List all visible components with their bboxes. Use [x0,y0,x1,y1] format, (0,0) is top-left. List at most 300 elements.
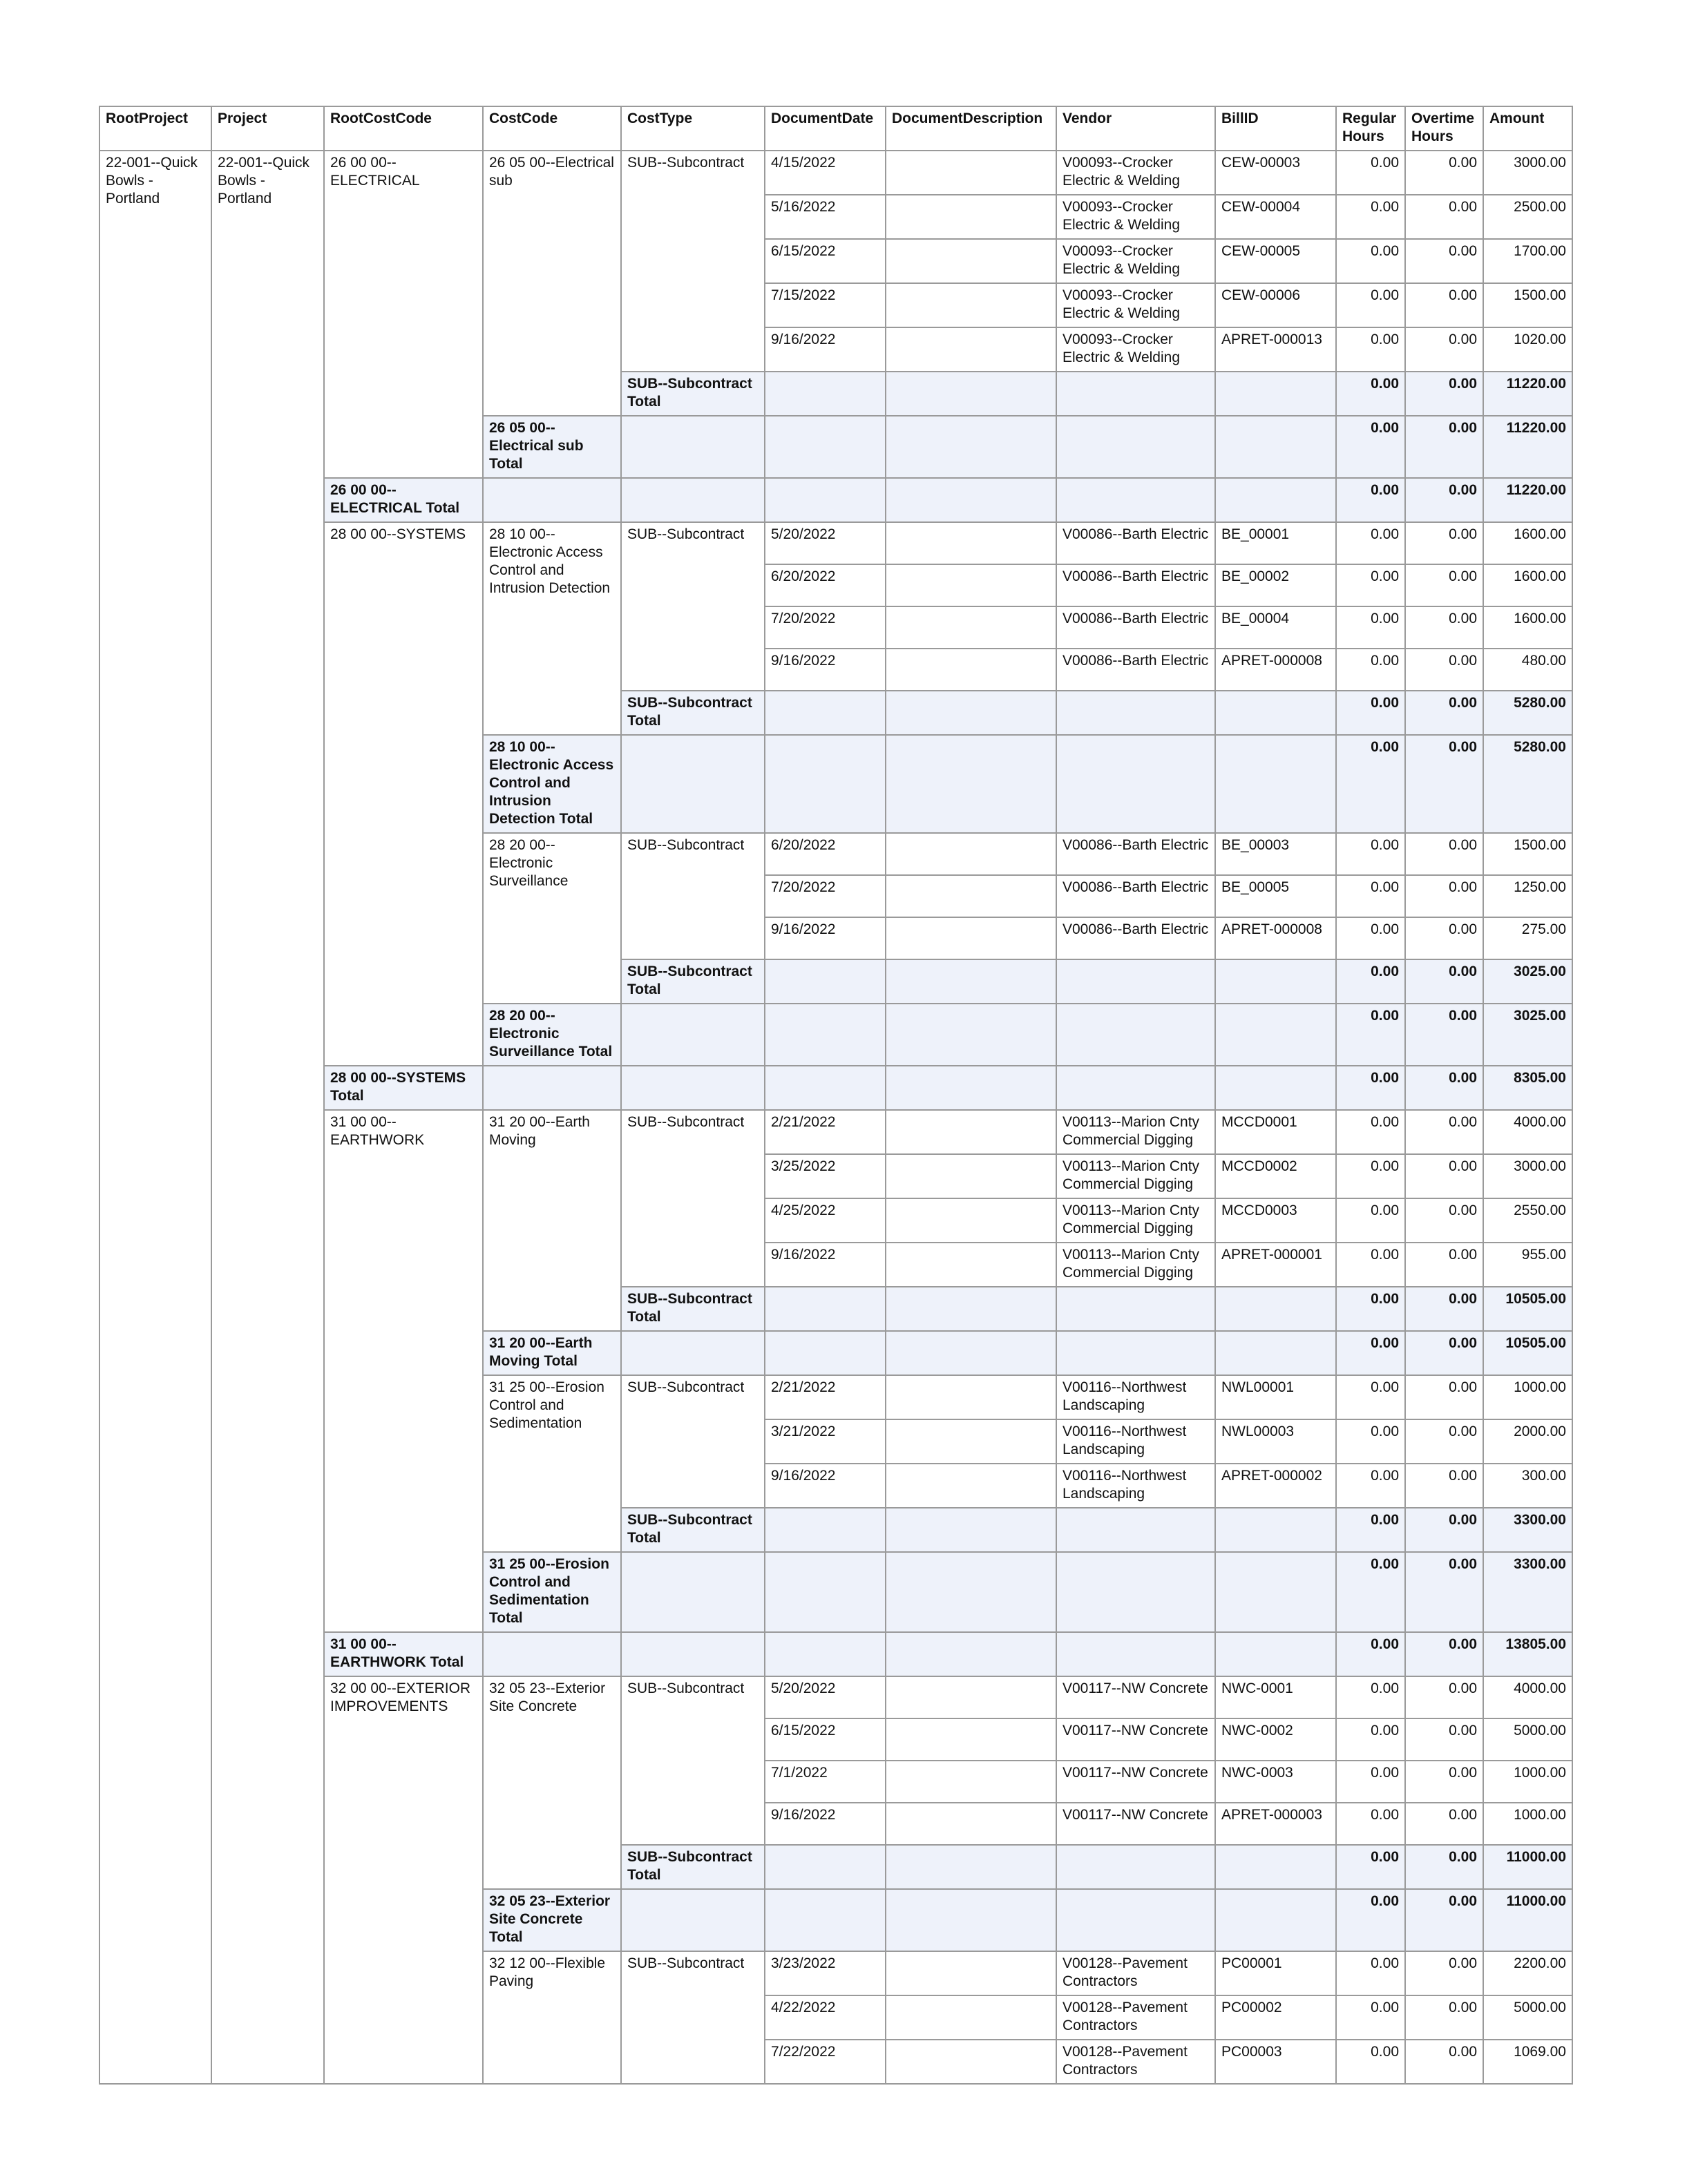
root-cost-code-total-label: 28 00 00--SYSTEMS Total [324,1066,483,1110]
bill-id-cell: PC00001 [1215,1951,1336,1995]
empty-cell [1215,1004,1336,1066]
amount-cell: 1700.00 [1483,239,1572,283]
empty-cell [1056,1508,1215,1552]
empty-cell [1056,735,1215,833]
overtime-hours-cell: 0.00 [1405,917,1483,959]
empty-cell [621,1889,765,1951]
table-row [99,151,1572,195]
bill-id-cell: CEW-00003 [1215,151,1336,195]
regular-hours-cell: 0.00 [1336,833,1405,875]
empty-cell [1056,416,1215,478]
amount-cell: 300.00 [1483,1464,1572,1508]
amount-cell: 5000.00 [1483,1718,1572,1761]
empty-cell [765,478,886,522]
bill-id-cell: APRET-000001 [1215,1243,1336,1287]
empty-cell [1056,1331,1215,1375]
cost-type-total-label: SUB--Subcontract Total [621,959,765,1004]
overtime-hours-cell: 0.00 [1405,606,1483,649]
amount-cell: 1020.00 [1483,327,1572,372]
empty-cell [765,959,886,1004]
empty-cell [621,1632,765,1676]
vendor-cell: V00113--Marion Cnty Commercial Digging [1056,1198,1215,1243]
amount-total: 3025.00 [1483,1004,1572,1066]
cost-type-cell: SUB--Subcontract [621,1110,765,1287]
regular-hours-cell: 0.00 [1336,1995,1405,2040]
empty-cell [1215,1845,1336,1889]
amount-total: 3300.00 [1483,1508,1572,1552]
bill-id-cell: APRET-000003 [1215,1803,1336,1845]
document-description-cell [886,1375,1056,1419]
vendor-cell: V00113--Marion Cnty Commercial Digging [1056,1243,1215,1287]
overtime-hours-cell: 0.00 [1405,875,1483,917]
regular-hours-total: 0.00 [1336,478,1405,522]
document-date-cell: 7/1/2022 [765,1761,886,1803]
regular-hours-cell: 0.00 [1336,151,1405,195]
header-row [99,106,1572,151]
vendor-cell: V00117--NW Concrete [1056,1676,1215,1718]
regular-hours-cell: 0.00 [1336,1154,1405,1198]
root-cost-code-cell: 32 00 00--EXTERIOR IMPROVEMENTS [324,1676,483,2084]
amount-total: 11000.00 [1483,1845,1572,1889]
overtime-hours-cell: 0.00 [1405,1198,1483,1243]
document-description-cell [886,1676,1056,1718]
empty-cell [1056,691,1215,735]
overtime-hours-total: 0.00 [1405,1066,1483,1110]
overtime-hours-cell: 0.00 [1405,151,1483,195]
document-date-cell: 3/23/2022 [765,1951,886,1995]
document-date-cell: 9/16/2022 [765,1803,886,1845]
report-body [99,151,1572,2084]
vendor-cell: V00086--Barth Electric [1056,833,1215,875]
bill-id-cell: BE_00003 [1215,833,1336,875]
amount-cell: 1250.00 [1483,875,1572,917]
cost-code-total-label: 26 05 00--Electrical sub Total [483,416,621,478]
amount-cell: 1600.00 [1483,564,1572,606]
overtime-hours-total: 0.00 [1405,1287,1483,1331]
vendor-cell: V00128--Pavement Contractors [1056,1995,1215,2040]
document-date-cell: 9/16/2022 [765,917,886,959]
cost-code-total-label: 28 20 00--Electronic Surveillance Total [483,1004,621,1066]
empty-cell [621,416,765,478]
overtime-hours-total: 0.00 [1405,959,1483,1004]
amount-cell: 5000.00 [1483,1995,1572,2040]
document-date-cell: 6/20/2022 [765,564,886,606]
overtime-hours-total: 0.00 [1405,1552,1483,1632]
root-cost-code-cell: 28 00 00--SYSTEMS [324,522,483,1066]
overtime-hours-total: 0.00 [1405,416,1483,478]
document-description-cell [886,2040,1056,2084]
overtime-hours-total: 0.00 [1405,1508,1483,1552]
empty-cell [886,735,1056,833]
vendor-cell: V00113--Marion Cnty Commercial Digging [1056,1154,1215,1198]
bill-id-cell: NWL00001 [1215,1375,1336,1419]
document-date-cell: 9/16/2022 [765,1243,886,1287]
document-date-cell: 6/20/2022 [765,833,886,875]
regular-hours-total: 0.00 [1336,1552,1405,1632]
cost-code-cell: 28 20 00--Electronic Surveillance [483,833,621,1004]
document-date-cell: 9/16/2022 [765,1464,886,1508]
cost-type-total-label: SUB--Subcontract Total [621,1508,765,1552]
document-description-cell [886,151,1056,195]
document-description-cell [886,283,1056,327]
regular-hours-cell: 0.00 [1336,1243,1405,1287]
vendor-cell: V00086--Barth Electric [1056,917,1215,959]
amount-cell: 955.00 [1483,1243,1572,1287]
document-description-cell [886,1718,1056,1761]
document-date-cell: 5/20/2022 [765,522,886,564]
vendor-cell: V00116--Northwest Landscaping [1056,1464,1215,1508]
amount-cell: 1000.00 [1483,1803,1572,1845]
regular-hours-cell: 0.00 [1336,606,1405,649]
regular-hours-total: 0.00 [1336,372,1405,416]
overtime-hours-cell: 0.00 [1405,1243,1483,1287]
overtime-hours-cell: 0.00 [1405,1761,1483,1803]
empty-cell [483,1632,621,1676]
vendor-cell: V00093--Crocker Electric & Welding [1056,239,1215,283]
bill-id-cell: CEW-00006 [1215,283,1336,327]
vendor-cell: V00086--Barth Electric [1056,564,1215,606]
document-date-cell: 2/21/2022 [765,1375,886,1419]
regular-hours-total: 0.00 [1336,1508,1405,1552]
regular-hours-cell: 0.00 [1336,1419,1405,1464]
bill-id-cell: NWC-0002 [1215,1718,1336,1761]
amount-cell: 1500.00 [1483,283,1572,327]
empty-cell [1215,1331,1336,1375]
empty-cell [765,1508,886,1552]
bill-id-cell: APRET-000008 [1215,649,1336,691]
empty-cell [886,1066,1056,1110]
document-date-cell: 4/15/2022 [765,151,886,195]
empty-cell [1215,735,1336,833]
cost-type-total-label: SUB--Subcontract Total [621,1287,765,1331]
overtime-hours-cell: 0.00 [1405,1951,1483,1995]
amount-cell: 3000.00 [1483,151,1572,195]
root-project-cell: 22-001--Quick Bowls - Portland [99,151,211,2084]
regular-hours-cell: 0.00 [1336,239,1405,283]
document-description-cell [886,1803,1056,1845]
empty-cell [1215,691,1336,735]
empty-cell [1056,1066,1215,1110]
bill-id-cell: BE_00002 [1215,564,1336,606]
header-root-project: RootProject [99,106,211,151]
vendor-cell: V00128--Pavement Contractors [1056,2040,1215,2084]
amount-total: 5280.00 [1483,691,1572,735]
cost-type-cell: SUB--Subcontract [621,522,765,691]
overtime-hours-total: 0.00 [1405,372,1483,416]
document-description-cell [886,1995,1056,2040]
bill-id-cell: BE_00001 [1215,522,1336,564]
vendor-cell: V00086--Barth Electric [1056,649,1215,691]
amount-total: 11000.00 [1483,1889,1572,1951]
regular-hours-total: 0.00 [1336,1632,1405,1676]
amount-total: 13805.00 [1483,1632,1572,1676]
bill-id-cell: BE_00004 [1215,606,1336,649]
document-description-cell [886,195,1056,239]
document-description-cell [886,649,1056,691]
empty-cell [765,1287,886,1331]
document-date-cell: 4/25/2022 [765,1198,886,1243]
amount-cell: 2500.00 [1483,195,1572,239]
regular-hours-total: 0.00 [1336,1331,1405,1375]
bill-id-cell: NWC-0001 [1215,1676,1336,1718]
document-description-cell [886,875,1056,917]
cost-code-total-label: 31 20 00--Earth Moving Total [483,1331,621,1375]
regular-hours-total: 0.00 [1336,1845,1405,1889]
overtime-hours-cell: 0.00 [1405,1995,1483,2040]
overtime-hours-total: 0.00 [1405,1845,1483,1889]
root-cost-code-cell: 31 00 00--EARTHWORK [324,1110,483,1632]
header-amount: Amount [1483,106,1572,151]
overtime-hours-cell: 0.00 [1405,1419,1483,1464]
amount-cell: 1069.00 [1483,2040,1572,2084]
cost-type-cell: SUB--Subcontract [621,833,765,959]
empty-cell [765,1331,886,1375]
empty-cell [1056,372,1215,416]
amount-total: 5280.00 [1483,735,1572,833]
overtime-hours-total: 0.00 [1405,1632,1483,1676]
empty-cell [1215,959,1336,1004]
regular-hours-cell: 0.00 [1336,522,1405,564]
document-description-cell [886,239,1056,283]
bill-id-cell: PC00002 [1215,1995,1336,2040]
document-date-cell: 9/16/2022 [765,649,886,691]
vendor-cell: V00117--NW Concrete [1056,1718,1215,1761]
vendor-cell: V00086--Barth Electric [1056,606,1215,649]
regular-hours-cell: 0.00 [1336,1110,1405,1154]
document-description-cell [886,1198,1056,1243]
amount-cell: 2550.00 [1483,1198,1572,1243]
bill-id-cell: CEW-00004 [1215,195,1336,239]
empty-cell [1215,1508,1336,1552]
bill-id-cell: MCCD0001 [1215,1110,1336,1154]
empty-cell [886,1004,1056,1066]
vendor-cell: V00086--Barth Electric [1056,875,1215,917]
amount-cell: 480.00 [1483,649,1572,691]
vendor-cell: V00116--Northwest Landscaping [1056,1375,1215,1419]
regular-hours-cell: 0.00 [1336,1951,1405,1995]
vendor-cell: V00116--Northwest Landscaping [1056,1419,1215,1464]
regular-hours-cell: 0.00 [1336,1803,1405,1845]
header-document-description: DocumentDescription [886,106,1056,151]
document-date-cell: 7/20/2022 [765,875,886,917]
root-cost-code-total-label: 31 00 00--EARTHWORK Total [324,1632,483,1676]
document-description-cell [886,1154,1056,1198]
regular-hours-cell: 0.00 [1336,327,1405,372]
root-cost-code-cell: 26 00 00--ELECTRICAL [324,151,483,478]
document-description-cell [886,1419,1056,1464]
cost-type-cell: SUB--Subcontract [621,151,765,372]
document-description-cell [886,1951,1056,1995]
bill-id-cell: BE_00005 [1215,875,1336,917]
empty-cell [621,735,765,833]
root-cost-code-total-label: 26 00 00--ELECTRICAL Total [324,478,483,522]
regular-hours-total: 0.00 [1336,1004,1405,1066]
regular-hours-cell: 0.00 [1336,649,1405,691]
overtime-hours-cell: 0.00 [1405,327,1483,372]
empty-cell [886,478,1056,522]
empty-cell [765,1632,886,1676]
empty-cell [1215,1287,1336,1331]
empty-cell [1056,959,1215,1004]
vendor-cell: V00117--NW Concrete [1056,1803,1215,1845]
empty-cell [886,372,1056,416]
vendor-cell: V00128--Pavement Contractors [1056,1951,1215,1995]
amount-cell: 4000.00 [1483,1676,1572,1718]
document-description-cell [886,833,1056,875]
overtime-hours-cell: 0.00 [1405,283,1483,327]
bill-id-cell: MCCD0002 [1215,1154,1336,1198]
regular-hours-cell: 0.00 [1336,917,1405,959]
document-description-cell [886,327,1056,372]
empty-cell [765,1552,886,1632]
document-date-cell: 2/21/2022 [765,1110,886,1154]
overtime-hours-cell: 0.00 [1405,1154,1483,1198]
empty-cell [1056,1632,1215,1676]
empty-cell [886,1889,1056,1951]
regular-hours-cell: 0.00 [1336,283,1405,327]
overtime-hours-total: 0.00 [1405,735,1483,833]
empty-cell [886,1845,1056,1889]
header-root-cost-code: RootCostCode [324,106,483,151]
empty-cell [886,1287,1056,1331]
vendor-cell: V00093--Crocker Electric & Welding [1056,195,1215,239]
empty-cell [1056,1287,1215,1331]
empty-cell [1215,478,1336,522]
overtime-hours-cell: 0.00 [1405,1676,1483,1718]
overtime-hours-cell: 0.00 [1405,1803,1483,1845]
cost-code-total-label: 32 05 23--Exterior Site Concrete Total [483,1889,621,1951]
cost-code-cell: 31 25 00--Erosion Control and Sedimentation [483,1375,621,1552]
empty-cell [483,478,621,522]
cost-type-cell: SUB--Subcontract [621,1375,765,1508]
overtime-hours-total: 0.00 [1405,1331,1483,1375]
bill-id-cell: MCCD0003 [1215,1198,1336,1243]
empty-cell [1215,416,1336,478]
project-cell: 22-001--Quick Bowls - Portland [211,151,324,2084]
regular-hours-cell: 0.00 [1336,2040,1405,2084]
amount-cell: 2000.00 [1483,1419,1572,1464]
bill-id-cell: NWC-0003 [1215,1761,1336,1803]
header-project: Project [211,106,324,151]
overtime-hours-total: 0.00 [1405,478,1483,522]
document-date-cell: 7/15/2022 [765,283,886,327]
document-date-cell: 7/22/2022 [765,2040,886,2084]
overtime-hours-cell: 0.00 [1405,833,1483,875]
amount-cell: 4000.00 [1483,1110,1572,1154]
vendor-cell: V00093--Crocker Electric & Welding [1056,327,1215,372]
regular-hours-cell: 0.00 [1336,1198,1405,1243]
vendor-cell: V00113--Marion Cnty Commercial Digging [1056,1110,1215,1154]
cost-code-cell: 28 10 00--Electronic Access Control and Intrusion Detection [483,522,621,735]
vendor-cell: V00117--NW Concrete [1056,1761,1215,1803]
document-description-cell [886,1243,1056,1287]
bill-id-cell: APRET-000013 [1215,327,1336,372]
regular-hours-cell: 0.00 [1336,195,1405,239]
cost-type-cell: SUB--Subcontract [621,1676,765,1845]
document-date-cell: 5/16/2022 [765,195,886,239]
overtime-hours-total: 0.00 [1405,691,1483,735]
regular-hours-cell: 0.00 [1336,875,1405,917]
document-description-cell [886,1761,1056,1803]
document-description-cell [886,522,1056,564]
document-date-cell: 3/21/2022 [765,1419,886,1464]
empty-cell [1215,372,1336,416]
regular-hours-cell: 0.00 [1336,1761,1405,1803]
document-description-cell [886,917,1056,959]
empty-cell [765,416,886,478]
overtime-hours-cell: 0.00 [1405,564,1483,606]
empty-cell [1215,1066,1336,1110]
empty-cell [1056,1889,1215,1951]
amount-cell: 1000.00 [1483,1375,1572,1419]
regular-hours-total: 0.00 [1336,1287,1405,1331]
empty-cell [765,735,886,833]
overtime-hours-cell: 0.00 [1405,2040,1483,2084]
regular-hours-total: 0.00 [1336,735,1405,833]
empty-cell [621,1331,765,1375]
cost-code-cell: 26 05 00--Electrical sub [483,151,621,416]
regular-hours-cell: 0.00 [1336,1718,1405,1761]
empty-cell [1056,1845,1215,1889]
empty-cell [1056,478,1215,522]
overtime-hours-cell: 0.00 [1405,522,1483,564]
empty-cell [621,1004,765,1066]
vendor-cell: V00093--Crocker Electric & Welding [1056,151,1215,195]
empty-cell [621,1066,765,1110]
regular-hours-total: 0.00 [1336,1889,1405,1951]
document-date-cell: 6/15/2022 [765,1718,886,1761]
document-description-cell [886,606,1056,649]
regular-hours-total: 0.00 [1336,416,1405,478]
amount-total: 10505.00 [1483,1287,1572,1331]
overtime-hours-total: 0.00 [1405,1004,1483,1066]
regular-hours-cell: 0.00 [1336,1375,1405,1419]
overtime-hours-cell: 0.00 [1405,649,1483,691]
empty-cell [886,1508,1056,1552]
bill-id-cell: APRET-000008 [1215,917,1336,959]
empty-cell [886,1552,1056,1632]
bill-id-cell: PC00003 [1215,2040,1336,2084]
header-cost-type: CostType [621,106,765,151]
cost-code-cell: 31 20 00--Earth Moving [483,1110,621,1331]
amount-cell: 275.00 [1483,917,1572,959]
empty-cell [621,1552,765,1632]
overtime-hours-cell: 0.00 [1405,195,1483,239]
empty-cell [1215,1552,1336,1632]
header-vendor: Vendor [1056,106,1215,151]
empty-cell [765,1889,886,1951]
empty-cell [1215,1632,1336,1676]
bill-id-cell: APRET-000002 [1215,1464,1336,1508]
cost-type-total-label: SUB--Subcontract Total [621,372,765,416]
document-description-cell [886,1464,1056,1508]
empty-cell [621,478,765,522]
document-date-cell: 6/15/2022 [765,239,886,283]
vendor-cell: V00086--Barth Electric [1056,522,1215,564]
empty-cell [1056,1004,1215,1066]
overtime-hours-cell: 0.00 [1405,1110,1483,1154]
header-regular-hours: Regular Hours [1336,106,1405,151]
cost-code-total-label: 31 25 00--Erosion Control and Sedimentation Total [483,1552,621,1632]
header-overtime-hours: Overtime Hours [1405,106,1483,151]
bill-id-cell: NWL00003 [1215,1419,1336,1464]
amount-cell: 1600.00 [1483,606,1572,649]
document-date-cell: 4/22/2022 [765,1995,886,2040]
regular-hours-cell: 0.00 [1336,1676,1405,1718]
amount-total: 3025.00 [1483,959,1572,1004]
empty-cell [765,1004,886,1066]
empty-cell [886,691,1056,735]
